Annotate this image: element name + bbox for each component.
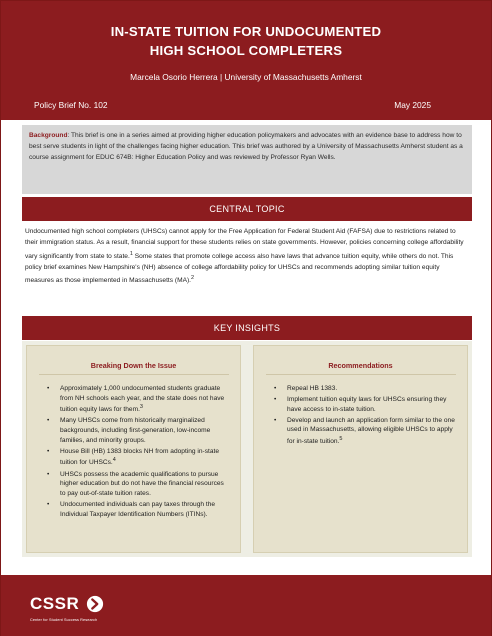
issue-item [45, 447, 230, 468]
brief-number: Policy Brief No. 102 [34, 100, 108, 110]
central-topic-text [22, 223, 472, 315]
issue-list [27, 384, 240, 519]
logo-text: CSSR [30, 594, 80, 613]
bullet-icon: • [47, 470, 50, 478]
bullet-icon: • [47, 447, 50, 455]
recommendation-item-text: Implement tuition equity laws for UHSCs ensuring they have access to in-state tuition. [287, 396, 447, 413]
recommendation-item-text: Develop and launch an application form similar to the one used in Massachusetts, allowing eligible UHSCs to apply for in-state tuition. [287, 416, 455, 446]
author-line: Marcela Osorio Herrera | University of Massachusetts Amherst [130, 72, 362, 82]
footnote-ref: 3 [139, 404, 143, 411]
bullet-icon: • [274, 416, 277, 424]
issue-item-text: Many UHSCs come from historically marginalized backgrounds, including first-generation, low-income families, and minority groups. [60, 417, 211, 444]
central-topic-heading: CENTRAL TOPIC [22, 197, 472, 221]
heading-divider [266, 374, 456, 375]
issue-item [45, 416, 230, 445]
header-banner [1, 1, 491, 120]
background-section [22, 125, 472, 194]
footer-banner [1, 575, 491, 636]
heading-divider [39, 374, 229, 375]
issue-item-text: Undocumented individuals can pay taxes through the Individual Taxpayer Identification Numbers (ITINs). [60, 500, 216, 518]
footnote-ref: 2 [191, 275, 195, 282]
issue-item [45, 500, 230, 519]
recommendations-panel [253, 345, 468, 553]
issue-item-text: House Bill (HB) 1383 blocks NH from adopting in-state tuition for UHSCs. [60, 447, 220, 467]
issue-heading: Breaking Down the Issue [90, 361, 177, 370]
issue-item [45, 384, 230, 415]
footnote-ref: 1 [129, 250, 133, 257]
document-title [41, 22, 451, 60]
title-line-1: IN-STATE TUITION FOR UNDOCUMENTED [110, 24, 382, 39]
bullet-icon: • [274, 385, 277, 392]
key-insights-area [22, 341, 472, 557]
recommendation-item [272, 384, 457, 394]
chevron-circle-icon [86, 595, 104, 613]
background-label: Background [29, 132, 68, 139]
recommendations-heading: Recommendations [328, 361, 393, 370]
recommendation-item [272, 416, 457, 447]
bullet-icon: • [47, 417, 50, 425]
issue-item [45, 470, 230, 499]
bullet-icon: • [274, 396, 277, 404]
central-text-part-1: Undocumented high school completers (UHSCs) cannot apply for the Free Application for Federal Student Aid (FAFSA) due to restrictions related to their immigration status. As a result, financial support for these students relies on state governments. However, policies concerning college affordability vary significantly from state to state. [25, 228, 464, 260]
cssr-logo [30, 593, 104, 617]
title-line-2: HIGH SCHOOL COMPLETERS [149, 43, 343, 58]
central-text-part-2: Some states that promote college access also have laws that advance tuition equity, while others do not. This policy brief examines New Hampshire's (NH) absence of college affordability policy for UHSCs and recommends adopting similar tuition equity measures as those implemented in Massachusetts (MA). [25, 252, 454, 285]
issue-panel [26, 345, 241, 553]
key-insights-heading: KEY INSIGHTS [22, 316, 472, 340]
brief-date: May 2025 [394, 100, 431, 110]
bullet-icon: • [47, 385, 50, 392]
footnote-ref: 4 [112, 457, 116, 464]
footnote-ref: 5 [339, 435, 343, 442]
logo-subtitle: Center for Student Success Research [30, 618, 98, 622]
recommendation-item-text: Repeal HB 1383. [287, 385, 338, 392]
background-text: : This brief is one in a series aimed at providing higher education policymakers and advocates with an evidence base to address how to best serve students in light of the challenges facing higher education. This brief was authored by a University of Massachusetts Amherst student as a course assignment for EDUC 674B: Higher Education Policy and was reviewed by Professor Ryan Wells. [29, 132, 463, 161]
issue-item-text: UHSCs possess the academic qualifications to pursue higher education but do not have the financial resources to pay out-of-state tuition rates. [60, 470, 224, 497]
bullet-icon: • [47, 500, 50, 508]
issue-item-text: Approximately 1,000 undocumented students graduate from NH schools each year, and the state does not have tuition equity laws for them. [60, 385, 225, 414]
recommendations-list [254, 384, 467, 447]
recommendation-item [272, 395, 457, 414]
